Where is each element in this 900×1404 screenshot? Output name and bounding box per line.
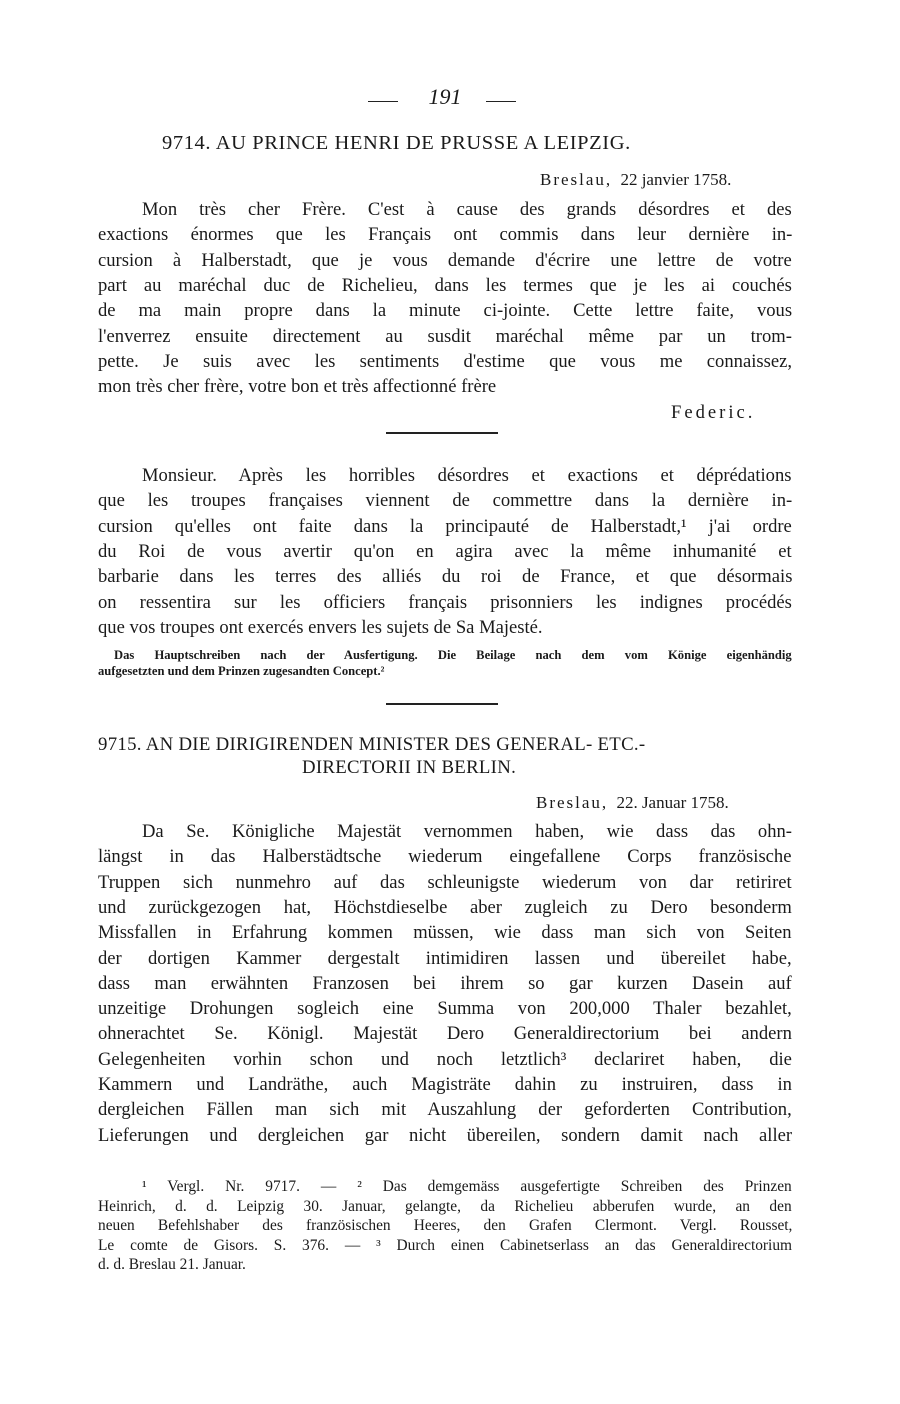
letter-heading: 9714. AU PRINCE HENRI DE PRUSSE A LEIPZIG. — [162, 132, 631, 154]
body-line: ohnerachtet Se. Königl. Majestät Dero Generaldirectorium bei andern — [98, 1023, 792, 1045]
dateline-place: Breslau, — [536, 793, 609, 812]
section-rule — [386, 703, 498, 705]
section-rule — [386, 432, 498, 434]
source-note — [98, 648, 792, 682]
header-rule-right — [486, 101, 516, 102]
letter-body — [98, 821, 792, 1151]
dateline — [540, 170, 731, 190]
footnote-line: ¹ Vergl. Nr. 9717. — ² Das demgemäss ausgefertigte Schreiben des Prinzen — [142, 1178, 792, 1195]
body-line: Da Se. Königliche Majestät vernommen haben, wie dass das ohn- — [142, 821, 792, 842]
letter-heading — [98, 734, 798, 779]
body-line: l'enverrez ensuite directement au susdit maréchal même par un trom- — [98, 325, 792, 347]
footnote-line: d. d. Breslau 21. Januar. — [98, 1256, 246, 1273]
body-line: que les troupes françaises viennent de commettre dans la dernière in- — [98, 490, 793, 512]
body-line: on ressentira sur les officiers français prisonniers les indignes procédés — [98, 591, 792, 613]
body-line: du Roi de vous avertir qu'on en agira avec la même inhumanité et — [98, 540, 792, 562]
dateline — [536, 793, 729, 813]
body-line: Truppen sich nunmehro auf das schleunigste wiederum von dar retiriret — [98, 871, 792, 893]
body-line: part au maréchal duc de Richelieu, dans les termes que je les ai couchés — [98, 274, 792, 296]
body-line: Monsieur. Après les horribles désordres et exactions et déprédations — [142, 465, 792, 486]
body-line: der dortigen Kammer dergestalt intimidiren lassen und übereilet habe, — [98, 947, 792, 969]
heading-line: DIRECTORII IN BERLIN. — [302, 757, 517, 778]
footnote-line: Heinrich, d. d. Leipzig 30. Januar, gelangte, da Richelieu abberufen wurde, an den — [98, 1197, 792, 1215]
body-line: Missfallen in Erfahrung kommen müssen, wie dass man sich von Seiten — [98, 922, 792, 944]
body-line: cursion qu'elles ont faite dans la principauté de Halberstadt,¹ j'ai ordre — [98, 515, 792, 537]
body-line: Gelegenheiten vorhin schon und noch letztlich³ declariret haben, die — [98, 1048, 792, 1070]
footnotes — [98, 1178, 792, 1288]
note-line: aufgesetzten und dem Prinzen zugesandten Concept.² — [98, 664, 385, 678]
letter-body — [98, 199, 792, 405]
dateline-date: 22. Januar 1758. — [616, 793, 729, 812]
body-line: cursion à Halberstadt, que je vous demande d'écrire une lettre de votre — [98, 249, 792, 271]
body-line: dergleichen Fällen man sich mit Auszahlung der geforderten Contribution, — [98, 1099, 792, 1121]
body-line: pette. Je suis avec les sentiments d'estime que vous me connaissez, — [98, 350, 792, 372]
body-line: unzeitige Drohungen sogleich eine Summa von 200,000 Thaler bezahlet, — [98, 998, 792, 1020]
body-line: exactions énormes que les Français ont commis dans leur dernière in- — [98, 224, 793, 246]
dateline-place: Breslau, — [540, 170, 613, 189]
signature: Federic. — [671, 402, 756, 423]
body-line: und zurückgezogen hat, Höchstdieselbe aber zugleich zu Dero besonderm — [98, 896, 792, 918]
header-rule-left — [368, 101, 398, 102]
footnote-line: neuen Befehlshaber des französischen Heeres, den Grafen Clermont. Vergl. Rousset, — [98, 1217, 793, 1234]
enclosure-body — [98, 465, 792, 647]
note-line: Das Hauptschreiben nach der Ausfertigung. Die Beilage nach dem vom Könige eigenhändig — [114, 648, 792, 662]
body-line: dass man erwähnten Franzosen bei ihrem so gar kurzen Dasein auf — [98, 972, 792, 994]
body-line: de ma main propre dans la minute ci-jointe. Cette lettre faite, vous — [98, 300, 793, 322]
dateline-date: 22 janvier 1758. — [620, 170, 732, 189]
body-line: Lieferungen und dergleichen gar nicht übereilen, sondern damit nach aller — [98, 1124, 793, 1146]
heading-line: 9715. AN DIE DIRIGIRENDEN MINISTER DES GENERAL- ETC.- — [98, 734, 646, 755]
body-line: Mon très cher Frère. C'est à cause des grands désordres et des — [142, 199, 792, 220]
page-number: 191 — [428, 84, 462, 109]
body-line: mon très cher frère, votre bon et très affectionné frère — [98, 376, 497, 398]
body-line: Kammern und Landräthe, auch Magisträte dahin zu instruiren, dass in — [98, 1074, 792, 1095]
body-line: barbarie dans les terres des alliés du roi de France, et que désormais — [98, 566, 793, 588]
footnote-line: Le comte de Gisors. S. 376. — ³ Durch einen Cabinetserlass an das Generaldirectorium — [98, 1236, 793, 1254]
body-line: que vos troupes ont exercés envers les sujets de Sa Majesté. — [98, 616, 543, 638]
body-line: längst in das Halberstädtsche wiederum eingefallene Corps französische — [98, 846, 792, 868]
